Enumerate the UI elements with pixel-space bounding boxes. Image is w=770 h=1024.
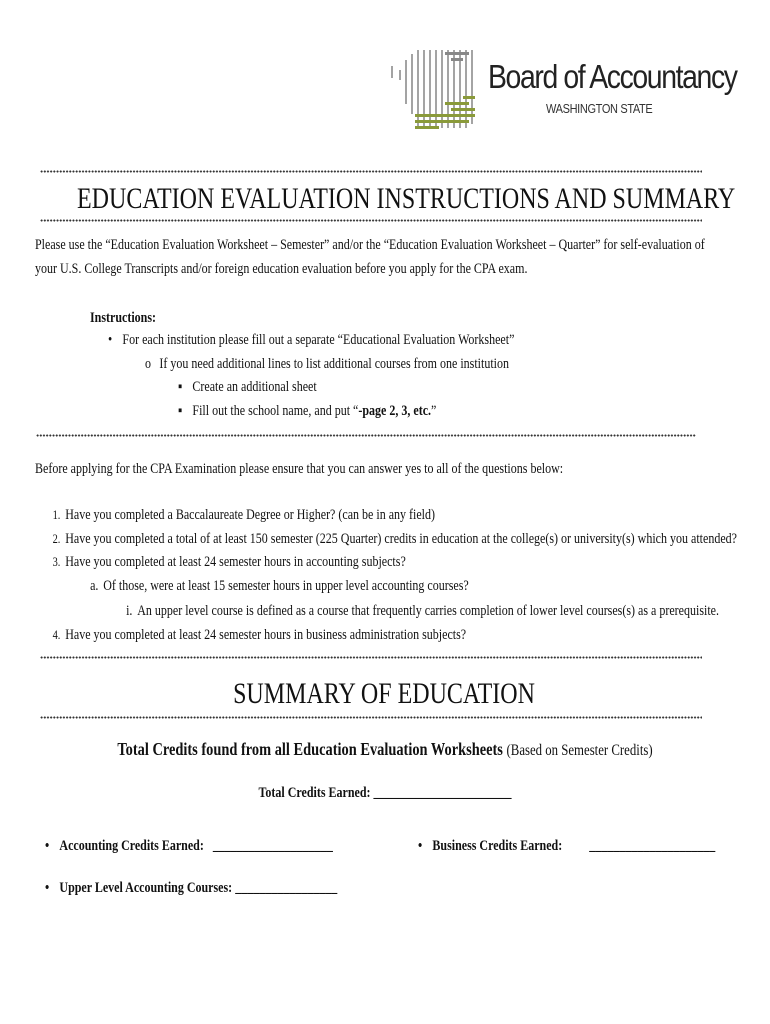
upper-level-label: Upper Level Accounting Courses: [59,880,233,896]
bullet-icon: • [418,838,423,854]
bullet-icon: • [45,880,50,896]
logo-state: WASHINGTON STATE [546,102,653,116]
board-of-accountancy-logo [388,44,737,134]
instruction-sub-text: If you need additional lines to list additional courses from one institution [159,356,510,372]
upper-level-row [45,880,410,897]
intro-line-1: Please use the “Education Evaluation Worksheet – Semester” and/or the “Education Evaluation Worksheet – Quarter” for self-evaluation of [35,237,705,253]
question-4: 4. Have you completed at least 24 semester hours in business administration subjects? [52,627,467,643]
bullet-icon: • [45,838,50,854]
questions-intro: Before applying for the CPA Examination please ensure that you can answer yes to all of the questions below: [35,461,564,477]
instruction-sub-item [145,352,600,376]
business-credits-field[interactable]: _____________________ [589,838,716,854]
upper-level-field[interactable]: _________________ [235,880,338,896]
total-credits-note: (Based on Semester Credits) [506,742,653,759]
total-earned-label: Total Credits Earned: [258,785,371,801]
circle-bullet-icon: o [145,356,151,372]
instructions-heading: Instructions: [90,310,157,326]
page-title-wrap [0,182,770,216]
instruction-item-1-text: Create an additional sheet [192,379,317,395]
question-2: 2. Have you completed a total of at least 150 semester (225 Quarter) credits in education at the college(s) or university(s) which you attended? [52,531,737,547]
summary-heading-wrap [0,677,769,711]
dotted-divider [40,656,702,659]
instruction-bullet-text: For each institution please fill out a separate “Educational Evaluation Worksheet” [122,332,515,348]
instruction-item-2 [178,399,501,423]
dotted-divider [40,716,702,719]
accounting-credits-label: Accounting Credits Earned: [59,838,204,854]
question-3a-i: i. An upper level course is defined as a course that frequently carries completion of lower level courses(s) as a prerequisite. [126,603,719,619]
square-bullet-icon: ▪ [178,403,183,419]
business-credits-row [418,838,770,855]
questions-intro-wrap [35,457,695,481]
accounting-credits-row [45,838,405,855]
business-credits-label: Business Credits Earned: [432,838,563,854]
question-3: 3. Have you completed at least 24 semester hours in accounting subjects? [52,554,406,570]
question-3a: a. Of those, were at least 15 semester hours in upper level accounting courses? [90,578,469,594]
question-1: 1. Have you completed a Baccalaureate Degree or Higher? (can be in any field) [52,507,436,523]
dotted-divider [40,170,702,173]
bullet-icon: • [108,332,113,348]
total-credits-heading: Total Credits found from all Education Evaluation Worksheets [117,739,503,759]
intro-line-2: your U.S. College Transcripts and/or foreign education evaluation before you apply for the CPA exam. [35,261,528,277]
page-title: EDUCATION EVALUATION INSTRUCTIONS AND SUMMARY [77,182,736,215]
accounting-credits-field[interactable]: ____________________ [212,838,333,854]
total-earned-row [0,785,770,802]
instruction-item-2-post: ” [431,403,437,419]
dotted-divider [36,434,696,437]
instruction-item-1 [178,375,351,399]
summary-heading: SUMMARY OF EDUCATION [233,677,535,710]
square-bullet-icon: ▪ [178,379,183,395]
instructions-heading-wrap [90,306,173,330]
total-credits-line [0,739,770,760]
instruction-item-2-bold: -page 2, 3, etc. [358,403,432,419]
abacus-logo-icon [388,44,488,134]
intro-paragraph [35,233,770,281]
logo-name: Board of Accountancy [488,58,737,95]
instruction-bullet [108,328,616,352]
total-earned-field[interactable]: _______________________ [373,785,512,801]
instruction-item-2-pre: Fill out the school name, and put “ [192,403,359,419]
dotted-divider [40,219,702,222]
